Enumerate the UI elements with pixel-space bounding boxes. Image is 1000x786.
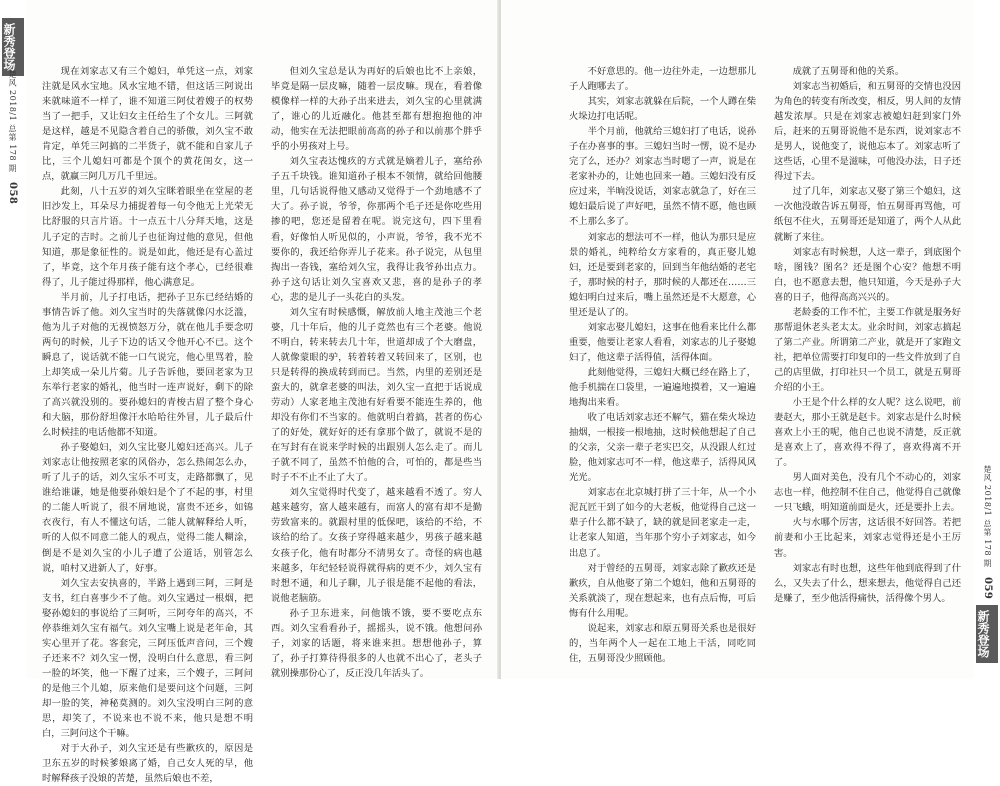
paragraph: 小王是个什么样的女人呢？这么说吧，前妻赵大，那小王就是赵卡。刘家志是什么时候喜欢上小王的呢，他自己也说不清楚，反正就是喜欢上了，喜欢得不得了，喜欢得离不开了。 xyxy=(774,397,961,469)
journal-name: 楚风 2018/1 xyxy=(983,464,992,517)
paragraph: 收了电话刘家志还不解气，猫在柴火垛边抽烟，一根接一根地抽，这时候他想起了自己的父亲，父亲一辈子老实巴交，从没跟人红过脸，他刘家志可不一样，他这辈子，活得风风光光。 xyxy=(569,412,756,484)
paragraph: 刘家志有时也想，这些年他到底得到了什么，又失去了什么，想来想去，他觉得自己还是赚了，至少他活得痛快，活得像个男人。 xyxy=(774,562,961,604)
left-page xyxy=(0,0,499,785)
journal-name: 楚风 2018/1 xyxy=(8,70,17,122)
paragraph: 孙子卫东进来，问他饿不饿，要不要吃点东西。刘久宝看看孙子，摇摇头，说不饿。他想问孙子，刘家的话题，将来谁来担。想想他孙子，算了，孙子打算待得很多的人也就不出心了，老头子就别操那份心了，反正没几年活头了。 xyxy=(271,607,482,679)
page-number: 058 xyxy=(7,181,18,205)
paragraph: 说起来，刘家志和原五舅哥关系也是很好的，当年两个人一起在工地上干活，同吃同住，五舅哥没少照顾他。 xyxy=(569,622,756,664)
paragraph: 刘久宝表达愧疚的方式就是嫡着儿子，塞给孙子五千块钱。谁知道孙子根本不领情，就给回他腰里，几句话说得他又感动又觉得于一个劲地感不了大了。孙子说，爷爷，你那两个毛子还是你吃些用掺的吧，您还是留着在呢。说完这句，四下里看看，好像怕人听见似的，小声说，爷爷，我不光不要你的，我还给你弄儿子花来。孙子说完，从包里掏出一沓钱，塞给刘久宝，我得让我爷孙出点力。孙子这句话让刘久宝喜欢又悲，喜的是孙子的孝心，悲的是儿子一头花白的头发。 xyxy=(271,156,482,303)
paragraph: 过了几年，刘家志又娶了第三个媳妇，这一次他没敢告诉五舅哥，怕五舅哥再骂他，可纸包不住火，五舅哥还是知道了，两个人从此就断了来往。 xyxy=(774,186,961,243)
page-number: 059 xyxy=(982,576,993,599)
brand-text: 新秀登场 xyxy=(976,610,990,658)
text-column xyxy=(569,64,756,664)
paragraph: 刘久宝有时候感慨，解放前人地主茂池三个老婆，几十年后，他的儿子竟然也有三个老婆。他说不明白，转来转去几十年，世道却成了个大磨盘，人就像蒙眼的驴，转着转着又转回来了，区别，也只是转得的换成转到而已。当然，内里的差别还是蛮大的，就拿老婆的叫法，刘久宝一直把于话说成劳动）人家老地主茂池有好看要不能连生养的，他却没有你们不当家的。他就明白着搞，甚者的伤心了的好处，就好好的还有拿那个做了，就说不是的在写封有在说来学时候的出跟别人怎么走了。而儿子就不同了，虽然不怕他的合，可怕的，都是些当时子不不止不止了大了。 xyxy=(271,306,482,484)
paragraph: 现在刘家志又有三个媳妇，单凭这一点，刘家注就是风水宝地。风水宝地不错，但这话三阿说出来就味道不一样了，谁不知道三阿仗着嫂子的权势当了一把手，又让妇女主任给生了个女儿。三阿就是这样，越是不见隐含着自己的骄傲，刘久宝不敢肯定，单凭三阿搞的二半货子，就不能和自家儿子比，三个儿媳妇可都是个顶个的黄花闺女，这一点，就赢三阿几万几千里远。 xyxy=(42,66,253,183)
issue-number: 总第 178 期 xyxy=(8,124,17,173)
paragraph: 刘久宝觉得时代变了，越来越看不透了。穷人越来越穷，富人越来越有，而富人的富有却不是勤劳致富来的。就跟村里的低保吧，该给的不给，不该给的给了。女孩子穿得越来越少，男孩子越来越女孩子化，他有时都分不清男女了。奇怪的病也越来越多，年纪轻轻说得就得病的更不少，刘久宝有时想不通，和儿子聊，儿子很是能不起他的看法，说他老脑筋。 xyxy=(271,487,482,604)
text-column xyxy=(271,64,482,679)
right-margin-strip xyxy=(974,0,1000,679)
running-header xyxy=(7,70,18,204)
paragraph: 老龄委的工作不忙，主要工作就是服务好那帮退休老头老太太。业余时间，刘家志搞起了第二产业。所谓第二产业，就是开了家跑文社，把单位需要打印复印的一些文件放到了自己的店里做，打印社只一个员工，就是五舅哥介绍的小王。 xyxy=(774,306,961,393)
column-brand-label xyxy=(976,605,998,663)
right-page xyxy=(501,0,1000,679)
paragraph: 其实，刘家志就躲在后院，一个人蹲在柴火垛边打电话呢。 xyxy=(569,96,756,123)
running-header xyxy=(982,465,993,599)
paragraph: 半月前，儿子打电话，把孙子卫东已经结婚的事情告诉了他。刘久宝当时的失落就像闪水泛滥，他为儿子对他的无视愤怒万分，就在他儿手要念叨两句的时候，儿子下边的话又令他开心不已。这个瞬息了，说话就不能一口气说完，他心里骂着，脸上却笑成一朵儿片菊。儿子告诉他，要回老家为卫东举行老家的婚礼，他当时一连声说好，剩下的除了高兴就没别的。要孙媳妇的青梭古眉了整个身心和大脑，那份舒坦像汗水哈哈往外冒，儿子最后什么时候挂的电话他都不知道。 xyxy=(42,291,253,439)
text-columns xyxy=(42,64,482,785)
paragraph: 但刘久宝总是认为再好的后娘也比不上亲娘，毕竟是隔一层皮嘛，随着一层皮嘛。现在，看着像模像样一样的大孙子出来进去，刘久宝的心里就满了，谁心的儿近融化。他甚至都有想抱抱他的冲动，他实在无法把眼前高高的孙子和以前那个胖乎乎的小男孩对上号。 xyxy=(271,66,482,153)
paragraph: 刘家志的想法可不一样，他认为那只是应景的婚礼，纯粹给女方家看的，真正娶儿媳妇，还是要到老家的，回到当年他结婚的老宅子，那时候的村子，那时候的人都还在……三媳妇明白过来后，嘴上虽然还是不大愿意，心里还是认了的。 xyxy=(569,231,756,318)
paragraph: 刘家志有时候想，人这一辈子，到底图个啥，图钱？图名？还是图个心安？他想不明白，也不愿意去想，他只知道，今天是孙子大喜的日子，他得高高兴兴的。 xyxy=(774,246,961,303)
paragraph: 成就了五舅哥和他的关系。 xyxy=(792,66,905,77)
left-margin-strip xyxy=(0,0,26,679)
text-column xyxy=(42,64,253,785)
paragraph: 对于大孙子，刘久宝还是有些歉疚的，原因是卫东五岁的时候爹娘离了婚，自己女人死的早，他时解释孩子没娘的苦楚，虽然后娘也不差， xyxy=(42,743,253,785)
paragraph: 刘家志在北京城打拼了三十年，从一个小泥瓦匠干到了如今的大老板，他觉得自己这一辈子什么都不缺了，缺的就是回老家走一走，让老家人知道，当年那个穷小子刘家志，如今出息了。 xyxy=(569,487,756,559)
paragraph: 孙子娶媳妇，刘久宝比娶儿媳妇还高兴。儿子刘家志让他按照老家的风俗办，怎么热闹怎么办，听了儿子的话，刘久宝乐不可支，走路都飘了，见谁给谁谦，她是他要孙娘妇是个了不起的事，村里的二能人听说了，很不屑地说，富贵不还乡，如锦衣夜行，有人不懂这句话，二能人就解释给人听，听的人似不同意二能人的观点，觉得二能人糊涂，倒是不是刘久宝的小儿子遭了公道话，别管怎么说，咱村又进新人了，好事。 xyxy=(42,442,253,574)
paragraph: 此刻，八十五岁的刘久宝眯着眼坐在堂屋的老旧沙发上，耳朵尽力捕捉着每一句令他无上光荣无比舒服的只言片语。十一点五十八分拜天地，这是儿子定的吉时。之前儿子也征询过他的意见，但他知道，那是象征性的。说是如此，他还是有心盖过了，毕竟，这个年月孩子能有这个孝心，已经很难得了，儿子能过得那样，他心满意足。 xyxy=(42,186,253,288)
paragraph: 半个月前，他就给三媳妇打了电话，说孙子在办喜事的事。三媳妇当时一愣，说不是办完了么，还办？刘家志当时嗯了一声，说是在老家补办的，让她也回来一趟。三媳妇没有反应过来，半晌没说话，刘家志就急了，好在三媳妇最后说了声好吧，虽然不情不愿，他也顾不上那么多了。 xyxy=(569,126,756,228)
paragraph: 刘家志娶儿媳妇，这事在他看来比什么都重要，他要让老家人看看，刘家志的儿子娶媳妇了，他这辈子活得值，活得体面。 xyxy=(569,321,756,363)
issue-number: 总第 178 期 xyxy=(983,519,992,568)
column-brand-label xyxy=(2,18,24,76)
paragraph: 刘久宝去安执喜的，半路上遇到三阿，三阿是支书，红白喜事少不了他。刘久宝遇过一根烟，把娶孙媳妇的事说给了三阿听，三阿夸年的高兴，不停恭维刘久宝有福气。刘久宝嘴上说是老年命，其实心里开了花。客套完，三阿压低声音问，三个嫂子还来不？刘久宝一愣，没明白什么意思，看三阿一脸的坏笑，他一下醒了过来，三个嫂子，三阿问的是他三个儿媳，原来他们是要问这个问题，三阿却一脸的笑，神秘莫测的。刘久宝没明白三阿的意思，却笑了，不说来也不说不来，他只是想不明白，三阿问这个干嘛。 xyxy=(42,577,253,740)
paragraph: 火与水哪个厉害，这话很不好回答。若把前妻和小王比起来，刘家志觉得还是小王厉害。 xyxy=(774,517,961,559)
brand-text: 新秀登场 xyxy=(2,23,16,71)
paragraph: 男人面对美色，没有几个不动心的，刘家志也一样，他控制不住自己，他觉得自己就像一只飞蛾，明知道前面是火，还是要扑上去。 xyxy=(774,472,961,514)
paragraph: 不好意思的。他一边往外走，一边想那儿子人跑哪去了。 xyxy=(569,66,756,93)
paragraph: 此刻他觉得，三媳妇大概已经在路上了，他手机揣在口袋里，一遍遍地摸着，又一遍遍地掏出来看。 xyxy=(569,366,756,409)
text-columns xyxy=(569,64,961,664)
text-column xyxy=(774,64,961,664)
paragraph: 刘家志当初婚后，和五舅哥的交情也没因为角色的转变有所改变，相反，男人间的友情越发浓厚。只是在刘家志被媳妇赶到家门外后，赶来的五舅哥说他不是东西，说刘家志不是男人，说他变了，说他忘本了。刘家志听了这些话，心里不是滋味，可他没办法，日子还得过下去。 xyxy=(774,81,961,183)
paragraph: 对于曾经的五舅哥，刘家志除了歉疚还是歉疚，自从他娶了第二个媳妇，他和五舅哥的关系就淡了，现在想起来，也有点后悔，可后悔有什么用呢。 xyxy=(569,562,756,619)
